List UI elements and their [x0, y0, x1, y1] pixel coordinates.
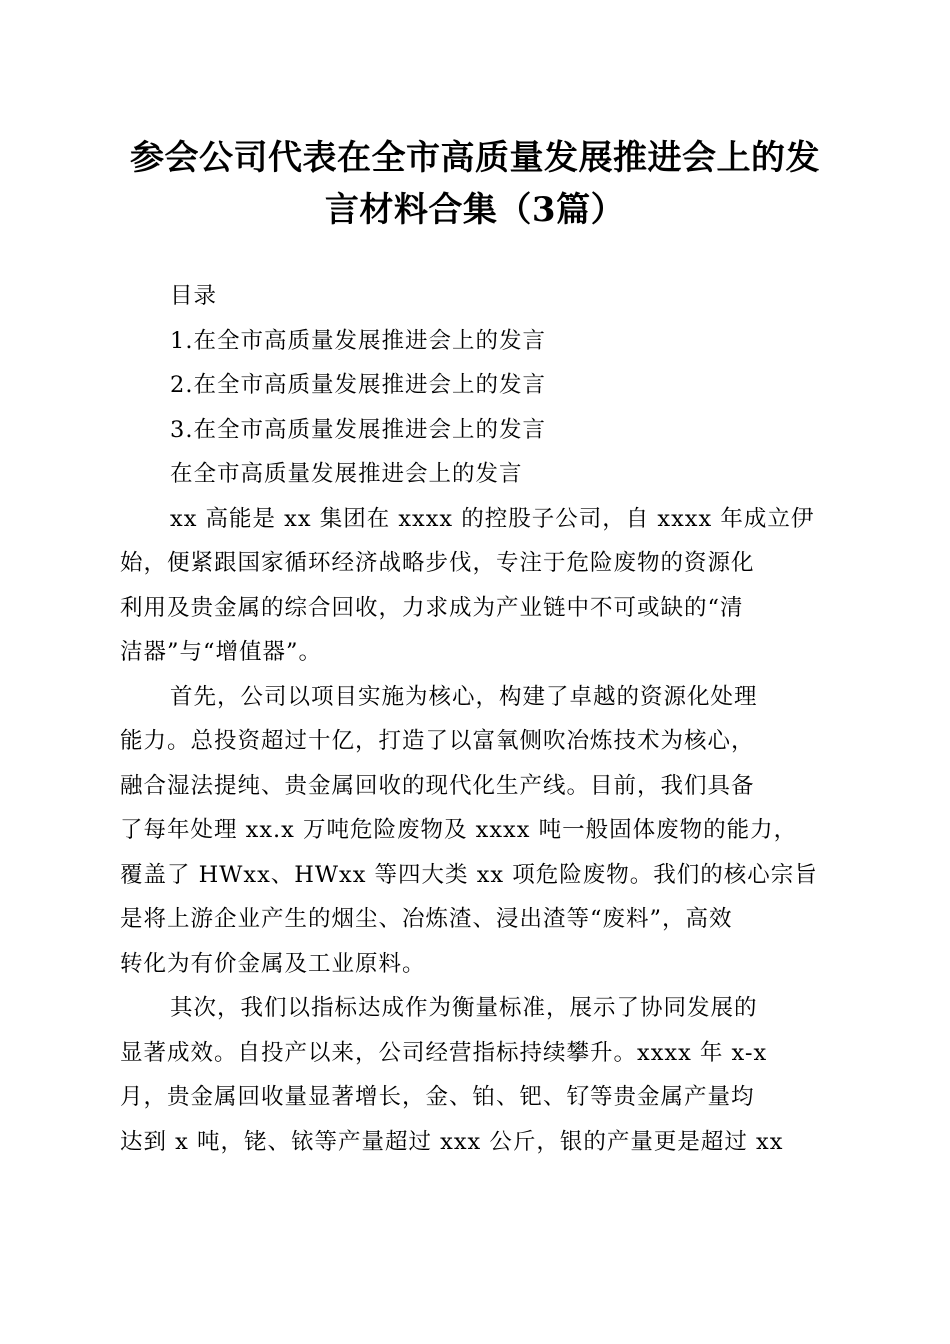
paragraph-line: 其次，我们以指标达成作为衡量标准，展示了协同发展的 [170, 995, 758, 1021]
paragraph-line: 融合湿法提纯、贵金属回收的现代化生产线。目前，我们具备 [120, 772, 755, 799]
paragraph-line: 是将上游企业产生的烟尘、冶炼渣、浸出渣等“废料”，高效 [120, 906, 733, 932]
paragraph-line: 能力。总投资超过十亿，打造了以富氧侧吹冶炼技术为核心， [120, 728, 755, 754]
paragraph-line: 月，贵金属回收量显著增长，金、铂、钯、钌等贵金属产量均 [120, 1084, 755, 1110]
paragraph-line: 达到 x 吨，铑、铱等产量超过 xxx 公斤，银的产量更是超过 xx [120, 1128, 784, 1155]
section-heading: 在全市高质量发展推进会上的发言 [170, 461, 523, 487]
toc-item-2: 2.在全市高质量发展推进会上的发言 [170, 372, 546, 398]
paragraph-line: 显著成效。自投产以来，公司经营指标持续攀升。xxxx 年 x-x [120, 1039, 768, 1066]
paragraph-first [120, 675, 825, 987]
document-body [120, 274, 825, 1164]
paragraph-line: 覆盖了 HWxx、HWxx 等四大类 xx 项危险废物。我们的核心宗旨 [120, 861, 818, 888]
title-line-2: 言材料合集（3篇） [324, 190, 626, 230]
title-line-1: 参会公司代表在全市高质量发展推进会上的发 [130, 138, 820, 178]
paragraph-line: 始，便紧跟国家循环经济战略步伐，专注于危险废物的资源化 [120, 550, 755, 576]
paragraph-line: 了每年处理 xx.x 万吨危险废物及 xxxx 吨一般固体废物的能力， [120, 817, 798, 843]
paragraph-line: 首先，公司以项目实施为核心，构建了卓越的资源化处理 [170, 683, 758, 710]
paragraph-line: 洁器”与“增值器”。 [120, 639, 323, 665]
paragraph-second [120, 986, 825, 1164]
paragraph-line: 利用及贵金属的综合回收，力求成为产业链中不可或缺的“清 [120, 594, 744, 621]
toc-item-1: 1.在全市高质量发展推进会上的发言 [170, 327, 546, 354]
document-title [110, 132, 840, 236]
paragraph-line: xx 高能是 xx 集团在 xxxx 的控股子公司，自 xxxx 年成立伊 [170, 505, 815, 532]
paragraph-intro [120, 497, 825, 675]
toc-item-3: 3.在全市高质量发展推进会上的发言 [170, 416, 546, 443]
paragraph-line: 转化为有价金属及工业原料。 [120, 950, 426, 977]
toc-heading: 目录 [170, 283, 218, 309]
